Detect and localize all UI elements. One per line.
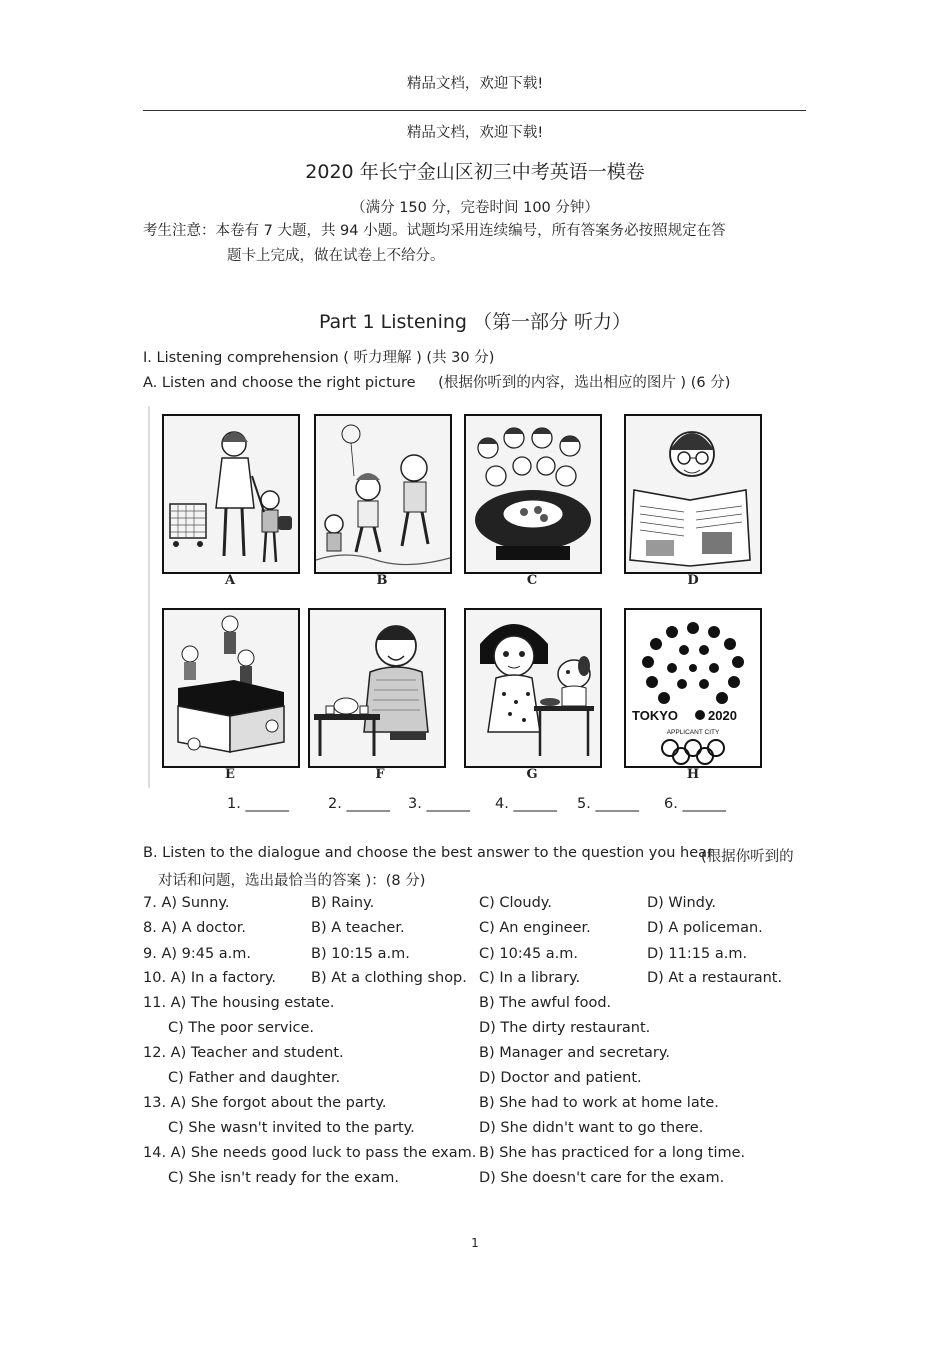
- section-a-heading: [143, 371, 730, 392]
- q8-option-a: 8. A) A doctor.: [143, 920, 247, 936]
- picture-f: [308, 608, 446, 768]
- section-b-chinese-tail: (根据你听到的: [701, 849, 794, 865]
- q9-option-c: C) 10:45 a.m.: [479, 946, 579, 962]
- q14-option-a: 14. A) She needs good luck to pass the exam.: [143, 1145, 477, 1161]
- picture-d: [624, 414, 762, 574]
- tokyo-2020-emblem-icon: [626, 610, 760, 766]
- notice-line-1: 考生注意：本卷有 7 大题，共 94 小题。试题均采用连续编号，所有答案务必按照规定在答: [143, 223, 726, 239]
- man-drinking-tea-icon: [310, 610, 444, 766]
- q11-option-c: C) The poor service.: [168, 1020, 315, 1036]
- section-b-heading: B. Listen to the dialogue and choose the best answer to the question you hear: [143, 845, 714, 861]
- picture-letter-d: D: [687, 573, 699, 588]
- answer-blank-2: 2. ______: [328, 796, 390, 812]
- picture-letter-a: A: [224, 573, 236, 588]
- answer-blank-3: 3. ______: [408, 796, 470, 812]
- tokyo-text: TOKYO: [632, 708, 678, 723]
- picture-letter-f: F: [375, 767, 385, 782]
- picture-h: [624, 608, 762, 768]
- q8-option-b: B) A teacher.: [311, 920, 405, 936]
- q13-option-a: 13. A) She forgot about the party.: [143, 1095, 387, 1111]
- q7-option-a: 7. A) Sunny.: [143, 895, 230, 911]
- section-1-heading: I. Listening comprehension ( 听力理解 ) (共 30 分): [143, 350, 495, 366]
- q14-option-d: D) She doesn't care for the exam.: [479, 1170, 725, 1186]
- q9-option-a: 9. A) 9:45 a.m.: [143, 946, 252, 962]
- q13-option-b: B) She had to work at home late.: [479, 1095, 719, 1111]
- q11-option-d: D) The dirty restaurant.: [479, 1020, 651, 1036]
- picture-letter-b: B: [376, 573, 388, 588]
- section-a-chinese: (根据你听到的内容，选出相应的图片 ) (6 分): [438, 375, 731, 391]
- picture-e: [162, 608, 300, 768]
- score-time-note: （满分 150 分，完卷时间 100 分钟）: [351, 200, 599, 216]
- answer-blank-1: 1. ______: [227, 796, 289, 812]
- girl-feeding-dog-icon: [466, 610, 600, 766]
- q12-option-d: D) Doctor and patient.: [479, 1070, 642, 1086]
- q9-option-d: D) 11:15 a.m.: [647, 946, 748, 962]
- answer-blank-4: 4. ______: [495, 796, 557, 812]
- picture-letter-e: E: [225, 767, 235, 782]
- exam-title: 2020 年长宁金山区初三中考英语一模卷: [305, 161, 645, 183]
- tokyo-year: 2020: [708, 708, 737, 723]
- picture-letter-h: H: [686, 767, 700, 782]
- q10-option-b: B) At a clothing shop.: [311, 970, 467, 986]
- q14-option-b: B) She has practiced for a long time.: [479, 1145, 746, 1161]
- picture-letter-g: G: [526, 767, 538, 782]
- section-b-subheading: 对话和问题，选出最恰当的答案 )：(8 分): [158, 873, 426, 889]
- mother-child-shopping-cart-icon: [164, 416, 298, 572]
- q11-option-a: 11. A) The housing estate.: [143, 995, 335, 1011]
- picture-a: [162, 414, 300, 574]
- picture-g: [464, 608, 602, 768]
- answer-blank-5: 5. ______: [577, 796, 639, 812]
- header-rule: [143, 110, 806, 111]
- people-on-rooftop-icon: [164, 610, 298, 766]
- q12-option-b: B) Manager and secretary.: [479, 1045, 670, 1061]
- page-number: 1: [471, 1236, 479, 1250]
- man-reading-newspaper-icon: [626, 416, 760, 572]
- picture-grid: [148, 406, 772, 788]
- q10-option-c: C) In a library.: [479, 970, 581, 986]
- q7-option-c: C) Cloudy.: [479, 895, 552, 911]
- q7-option-b: B) Rainy.: [311, 895, 375, 911]
- q13-option-d: D) She didn't want to go there.: [479, 1120, 704, 1136]
- q11-option-b: B) The awful food.: [479, 995, 612, 1011]
- q10-option-a: 10. A) In a factory.: [143, 970, 277, 986]
- picture-c: [464, 414, 602, 574]
- tokyo-subtitle: APPLICANT CITY: [666, 729, 720, 736]
- picture-letter-c: C: [526, 573, 538, 588]
- q10-option-d: D) At a restaurant.: [647, 970, 783, 986]
- answer-blank-6: 6. ______: [664, 796, 726, 812]
- q9-option-b: B) 10:15 a.m.: [311, 946, 410, 962]
- q13-option-c: C) She wasn't invited to the party.: [168, 1120, 415, 1136]
- q8-option-c: C) An engineer.: [479, 920, 591, 936]
- picture-b: [314, 414, 452, 574]
- family-dinner-table-icon: [466, 416, 600, 572]
- watermark-header: 精品文档，欢迎下载!: [406, 76, 544, 92]
- q12-option-c: C) Father and daughter.: [168, 1070, 341, 1086]
- notice-line-2: 题卡上完成，做在试卷上不给分。: [227, 248, 445, 264]
- section-a-english: A. Listen and choose the right picture: [143, 375, 416, 391]
- q8-option-d: D) A policeman.: [647, 920, 763, 936]
- watermark-header-second: 精品文档，欢迎下载!: [406, 125, 544, 141]
- q12-option-a: 12. A) Teacher and student.: [143, 1045, 344, 1061]
- q7-option-d: D) Windy.: [647, 895, 716, 911]
- children-playing-kite-icon: [316, 416, 450, 572]
- part-heading: Part 1 Listening （第一部分 听力）: [318, 311, 632, 333]
- q14-option-c: C) She isn't ready for the exam.: [168, 1170, 400, 1186]
